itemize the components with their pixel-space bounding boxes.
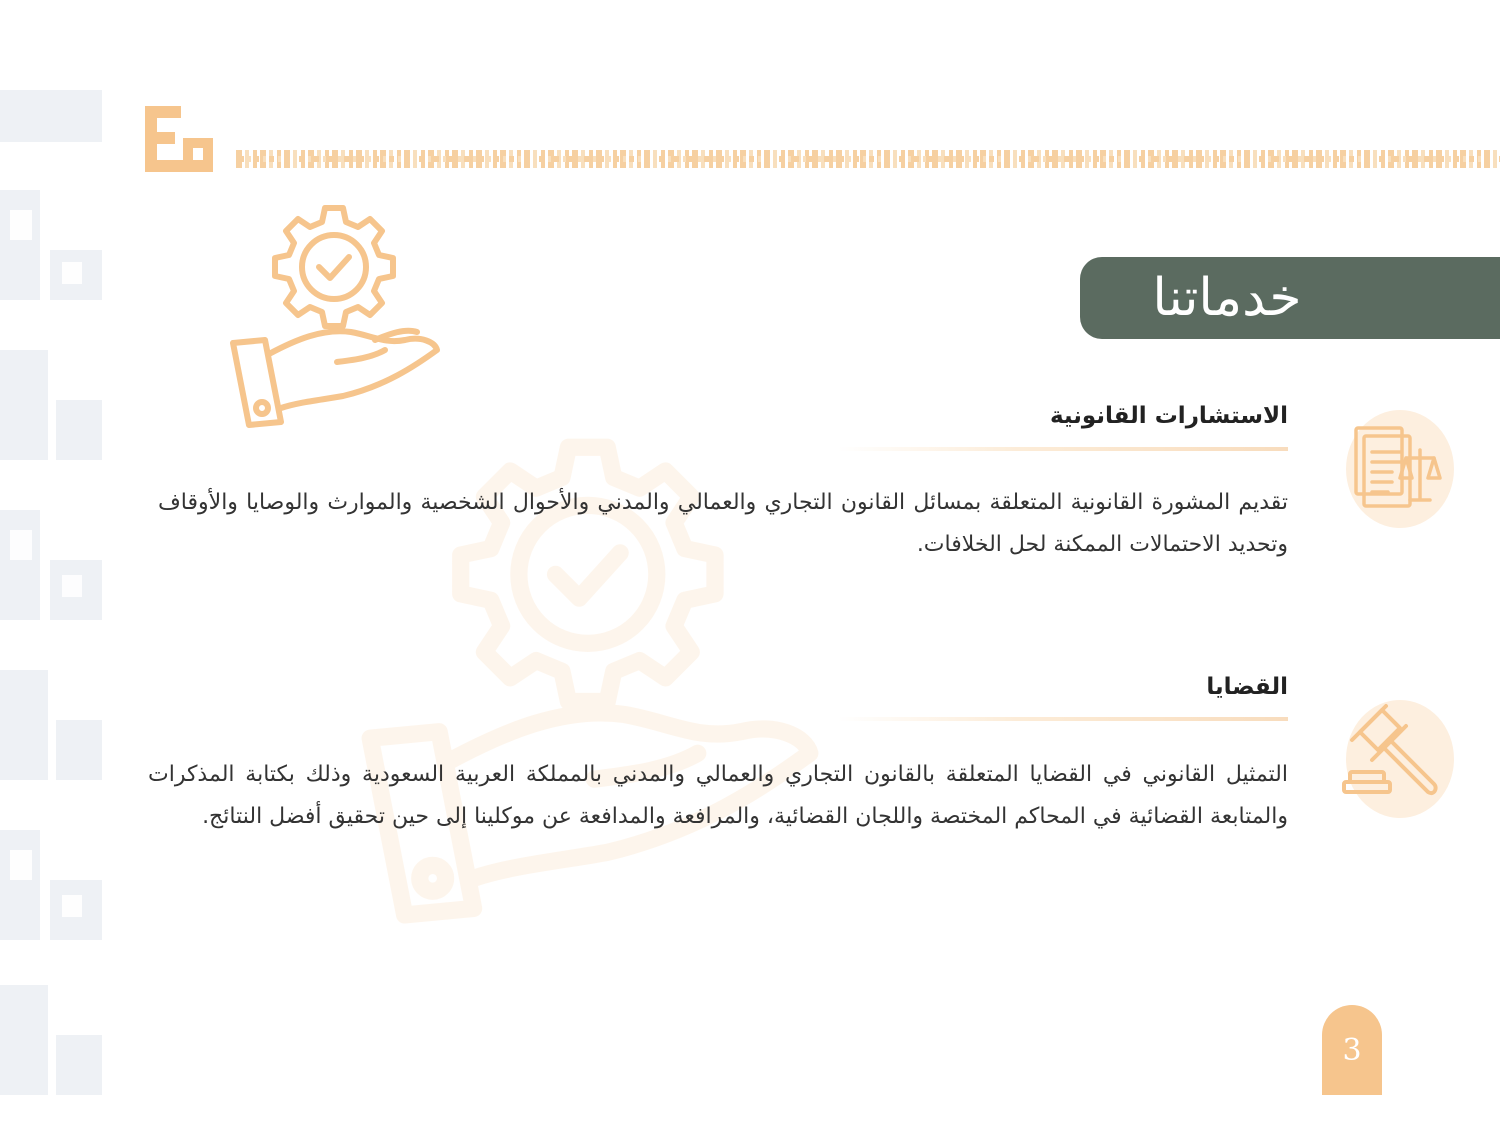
section-heading: القضايا	[1206, 674, 1288, 700]
section-divider	[838, 447, 1288, 451]
section-icon-cases	[1338, 700, 1448, 818]
hand-gear-check-icon	[225, 200, 445, 432]
title-banner	[1080, 257, 1500, 339]
section-body: تقديم المشورة القانونية المتعلقة بمسائل القانون التجاري والعمالي والمدني والأحوال الشخصية والموارث والوصايا والأوقاف وتحديد الاحتمالات الممكنة لحل الخلافات.	[158, 490, 1288, 557]
page-title: خدماتنا	[1152, 268, 1302, 328]
left-decorative-pattern	[0, 90, 102, 1095]
section-body: التمثيل القانوني في القضايا المتعلقة بالقانون التجاري والعمالي والمدني بالمملكة العربية السعودية وذلك بكتابة المذكرات والمتابعة القضائية في المحاكم المختصة واللجان القضائية، والمرافعة والمدافعة عن موكلينا إلى حين تحقيق أفضل النتائج.	[148, 762, 1288, 829]
gavel-icon	[1338, 700, 1448, 804]
section-divider	[838, 717, 1288, 721]
page-number-tab	[1322, 1005, 1382, 1095]
section-heading: الاستشارات القانونية	[1049, 403, 1288, 429]
page-number: 3	[1342, 1033, 1362, 1068]
brand-ornament-icon	[145, 106, 213, 172]
legal-documents-scale-icon	[1348, 422, 1444, 518]
decorative-border-strip	[236, 150, 1500, 168]
section-icon-legal-consultations	[1338, 410, 1448, 528]
